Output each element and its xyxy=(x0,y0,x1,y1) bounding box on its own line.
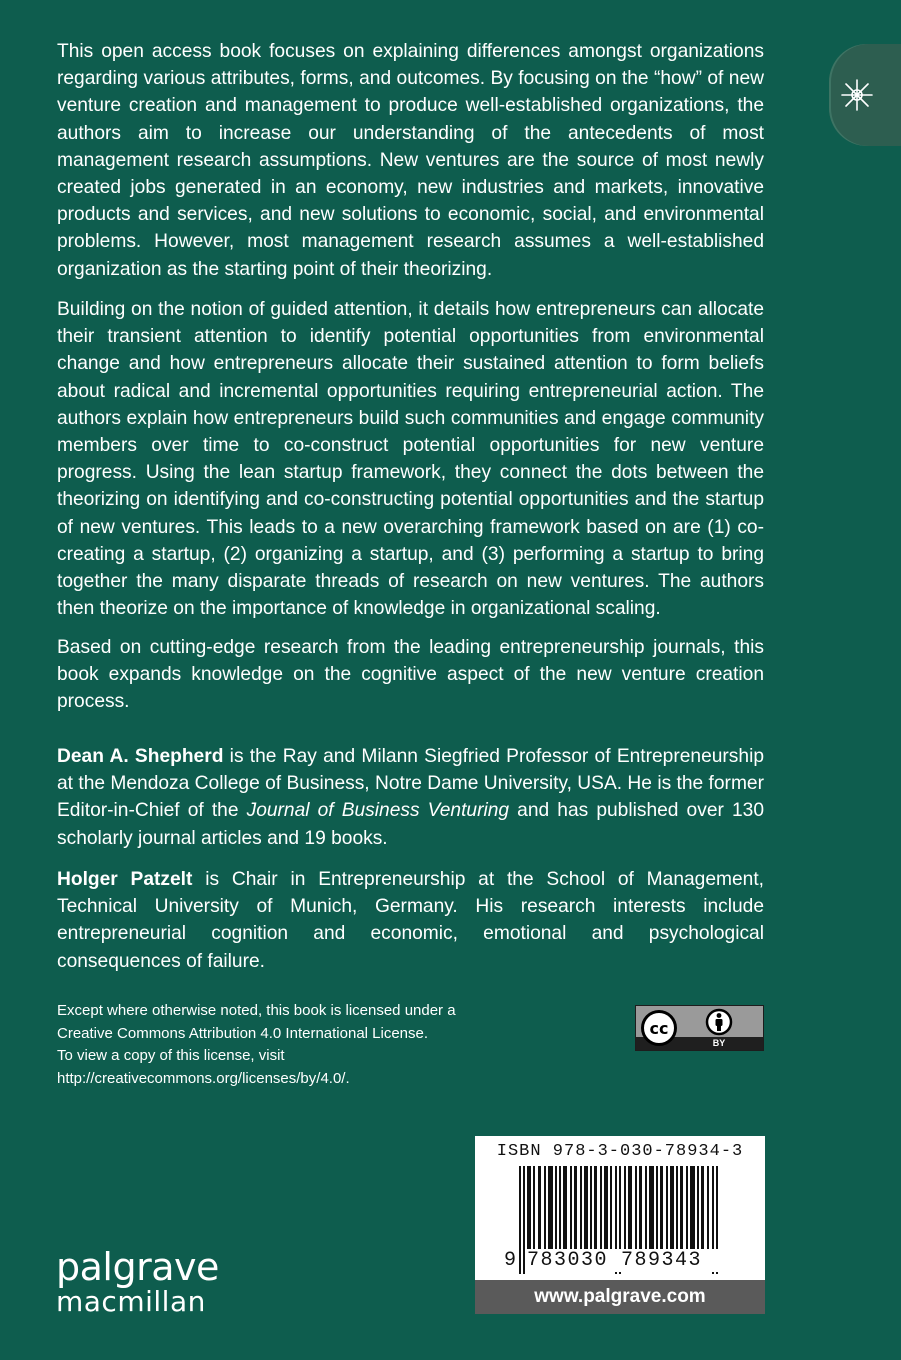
description-paragraph-3: Based on cutting-edge research from the leading entrepreneurship journals, this book expands knowledge on the cognitive aspect of the new venture creation process. xyxy=(57,637,764,713)
license-notice: Except where otherwise noted, this book is licensed under a Creative Commons Attribution 4.0 International License. To view a copy of this license, visit http://creativecommons.org/licenses/by/4.0/. xyxy=(57,1000,517,1090)
palgrave-tab xyxy=(829,44,901,146)
palgrave-star-icon xyxy=(839,77,875,113)
author-name: Dean A. Shepherd xyxy=(57,746,224,767)
author-bio-text: is the Ray and Milann Siegfried Professor of Entrepreneurship at the Mendoza College of Business, Notre Dame University, USA. He is the former Editor-in-Chief of the xyxy=(57,746,765,822)
isbn-text: ISBN 978-3-030-78934-3 xyxy=(496,1142,744,1161)
logo-line-macmillan: macmillan xyxy=(56,1285,206,1318)
isbn-left-digits: 783030 xyxy=(527,1249,629,1272)
by-label: BY xyxy=(712,1038,726,1048)
license-url[interactable]: http://creativecommons.org/licenses/by/4.0/. xyxy=(57,1069,350,1087)
author-bio-text: is Chair in Entrepreneurship at the School of Management, Technical University of Munich, Germany. His research interests include entrepreneurial cognition and economic, emotional and psychological consequences of failure. xyxy=(57,869,764,972)
description-paragraph-1: This open access book focuses on explaining differences amongst organizations regarding various attributes, forms, and outcomes. By focusing on the “how” of new venture creation and management to produce well-established organizations, the authors aim to increase our understanding of the antecedents of most management research assumptions. New ventures are the source of most newly created jobs generated in an economy, new industries and markets, innovative products and services, and new solutions to economic, social, and environmental problems. However, most management research assumes a well-established organization as the starting point of their theorizing. xyxy=(57,41,764,280)
isbn-lead-digit: 9 xyxy=(504,1249,517,1272)
journal-title: Journal of Business Venturing xyxy=(246,800,510,822)
author-bio-patzelt xyxy=(57,866,764,975)
cc-icon xyxy=(640,1009,678,1047)
cc-by-badge[interactable] xyxy=(635,1005,764,1051)
author-name: Holger Patzelt xyxy=(57,869,193,890)
cc-glyph: cc xyxy=(649,1019,669,1038)
by-person-icon xyxy=(705,1008,733,1036)
palgrave-macmillan-logo xyxy=(56,1247,219,1317)
isbn-right-digits: 789343 xyxy=(621,1249,721,1272)
logo-line-palgrave: palgrave xyxy=(56,1245,219,1289)
barcode-panel xyxy=(475,1136,765,1314)
description-paragraph-2: Building on the notion of guided attention, it details how entrepreneurs can allocate their transient attention to identify potential opportunities from environmental change and how entrepreneurs allocate their sustained attention to form beliefs about radical and incremental opportunities requiring entrepreneurial action. The authors explain how entrepreneurs build such communities and engage community members over time to co-construct potential opportunities for new venture progress. Using the lean startup framework, they connect the dots between the theorizing on identifying and co-constructing potential opportunities and the startup of new ventures. This leads to a new overarching framework based on are (1) co-creating a startup, (2) organizing a startup, and (3) performing a startup to bring together the many disparate threads of research on new ventures. The authors then theorize on the importance of knowledge in organizational scaling. xyxy=(57,299,764,620)
author-bio-text: and has published over 130 scholarly journal articles and 19 books. xyxy=(57,800,764,849)
author-bio-shepherd xyxy=(57,743,764,852)
publisher-url[interactable]: www.palgrave.com xyxy=(475,1280,765,1314)
